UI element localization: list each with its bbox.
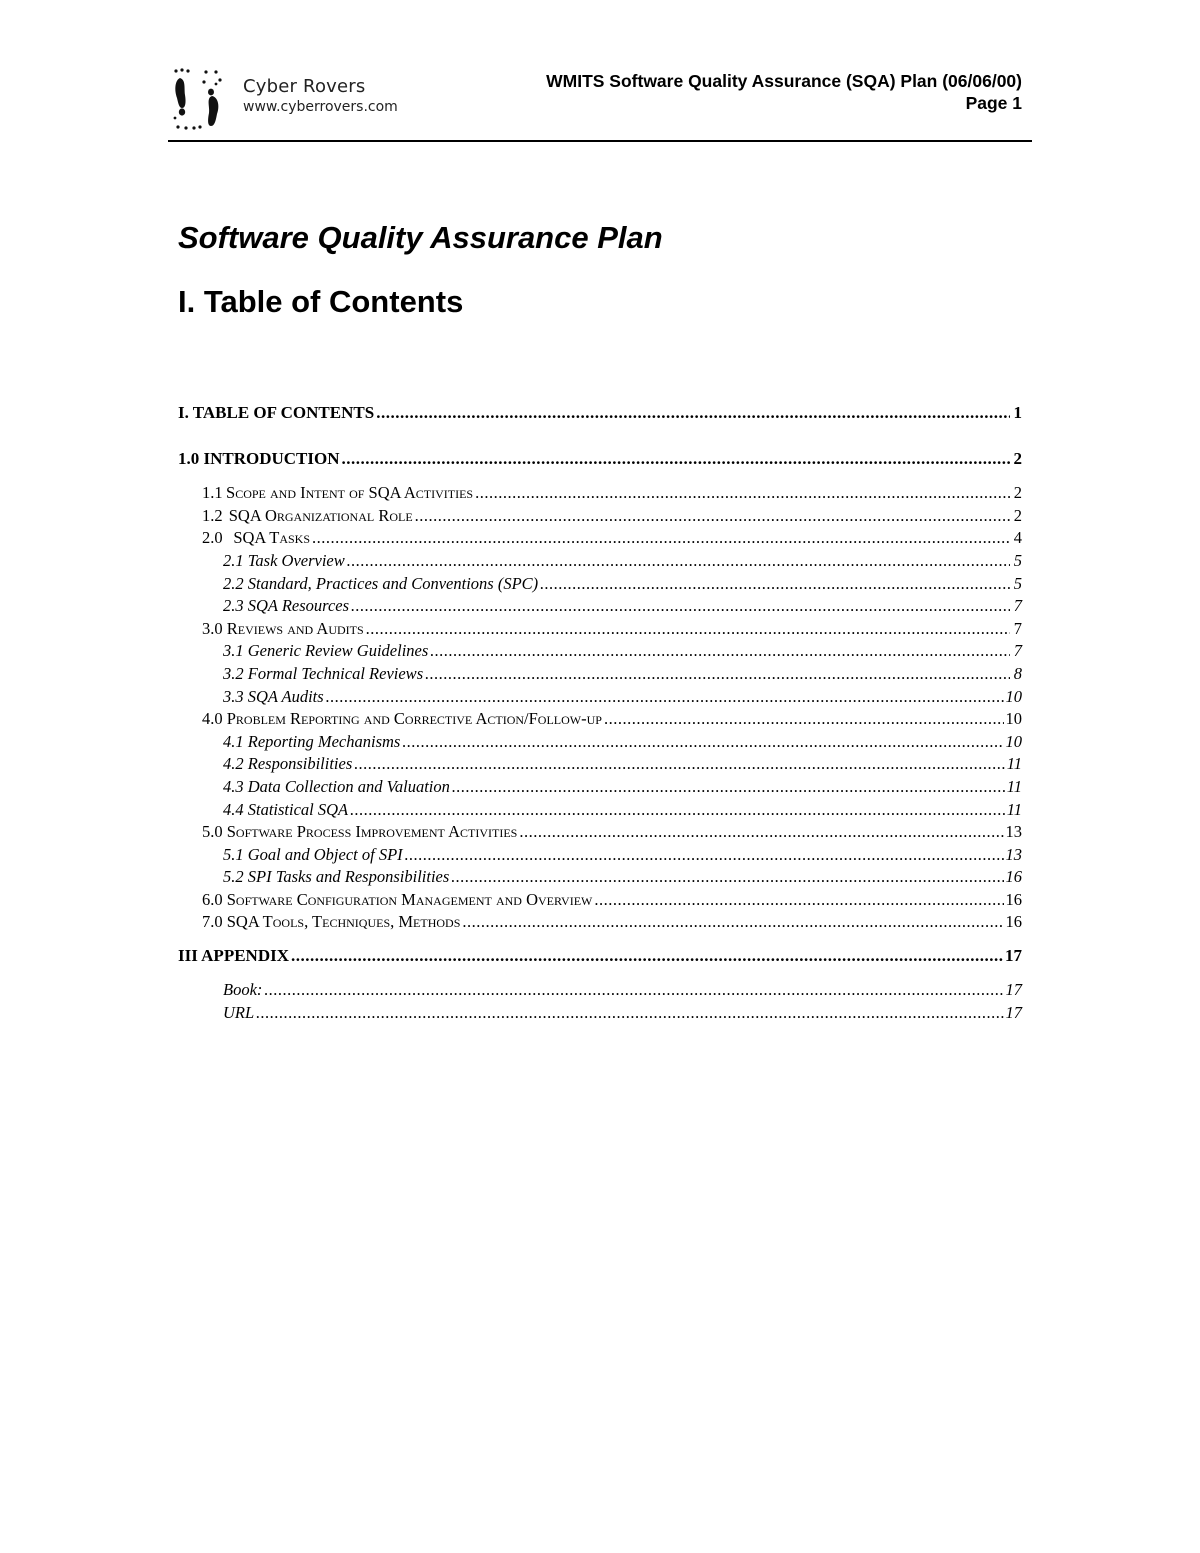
toc-label: 4.1 Reporting Mechanisms bbox=[223, 732, 401, 751]
toc-entry[interactable] bbox=[178, 641, 1022, 661]
toc-page: 17 bbox=[1005, 1003, 1022, 1022]
dot-leader bbox=[326, 687, 1004, 707]
toc-entry[interactable] bbox=[178, 664, 1022, 684]
toc-page: 4 bbox=[1013, 528, 1022, 547]
toc-entry[interactable] bbox=[178, 687, 1022, 707]
toc-entry[interactable] bbox=[178, 596, 1022, 616]
toc-label: SQA Organizational Role bbox=[228, 506, 413, 525]
dot-leader bbox=[425, 664, 1010, 684]
dot-leader bbox=[594, 890, 1003, 910]
toc-entry[interactable] bbox=[178, 551, 1022, 571]
toc-page: 8 bbox=[1013, 664, 1022, 683]
toc-page: 13 bbox=[1005, 822, 1022, 841]
document-title: WMITS Software Quality Assurance (SQA) Plan (06/06/00) bbox=[546, 71, 1022, 91]
toc-label: 5.2 SPI Tasks and Responsibilities bbox=[223, 867, 450, 886]
toc-page: 10 bbox=[1005, 709, 1022, 728]
toc-page: 17 bbox=[1005, 946, 1022, 965]
toc-page: 16 bbox=[1005, 867, 1022, 886]
toc-entry[interactable] bbox=[178, 777, 1022, 797]
toc-label: 4.4 Statistical SQA bbox=[223, 800, 349, 819]
toc-page: 17 bbox=[1005, 980, 1022, 999]
toc-entry[interactable] bbox=[178, 483, 1022, 503]
toc-entry[interactable] bbox=[178, 732, 1022, 752]
toc-page: 7 bbox=[1013, 596, 1022, 615]
toc-label: 2.1 Task Overview bbox=[223, 551, 345, 570]
running-header bbox=[546, 70, 1022, 114]
toc-label: 5.1 Goal and Object of SPI bbox=[223, 845, 403, 864]
brand-block bbox=[243, 76, 398, 115]
toc-label: 3.2 Formal Technical Reviews bbox=[223, 664, 424, 683]
toc-label: III APPENDIX bbox=[178, 946, 289, 965]
toc-page: 7 bbox=[1013, 619, 1022, 638]
page-title: Software Quality Assurance Plan bbox=[178, 220, 663, 255]
dot-leader bbox=[350, 800, 1005, 820]
toc-entry[interactable] bbox=[178, 709, 1022, 729]
toc-entry[interactable] bbox=[178, 867, 1022, 887]
dot-leader bbox=[351, 596, 1010, 616]
dot-leader bbox=[475, 483, 1010, 503]
dot-leader bbox=[415, 506, 1010, 526]
toc-label: 4.3 Data Collection and Valuation bbox=[223, 777, 450, 796]
toc-entry[interactable] bbox=[178, 574, 1022, 594]
dot-leader bbox=[342, 449, 1010, 469]
toc-label: SQA Tasks bbox=[233, 528, 311, 547]
brand-name: Cyber Rovers bbox=[243, 76, 366, 97]
toc-label: 6.0 Software Configuration Management and Overview bbox=[202, 890, 593, 909]
toc-entry[interactable] bbox=[178, 403, 1022, 423]
toc-entry[interactable] bbox=[178, 912, 1022, 932]
toc-label: 3.3 SQA Audits bbox=[223, 687, 324, 706]
toc-label: URL bbox=[223, 1003, 255, 1022]
toc-page: 1 bbox=[1013, 403, 1022, 422]
toc-page: 16 bbox=[1005, 890, 1022, 909]
toc-label: Scope and Intent of SQA Activities bbox=[226, 483, 474, 502]
toc-label: 2.3 SQA Resources bbox=[223, 596, 350, 615]
toc-page: 10 bbox=[1005, 687, 1022, 706]
toc-page: 2 bbox=[1013, 449, 1022, 468]
toc-label: I. TABLE OF CONTENTS bbox=[178, 403, 375, 422]
toc-label: 3.0 Reviews and Audits bbox=[202, 619, 364, 638]
dot-leader bbox=[354, 754, 1004, 774]
footprints-logo-icon bbox=[172, 68, 224, 132]
dot-leader bbox=[291, 946, 1003, 966]
toc-entry[interactable] bbox=[178, 800, 1022, 820]
dot-leader bbox=[376, 403, 1010, 423]
toc-page: 2 bbox=[1013, 506, 1022, 525]
toc-number: 1.1 bbox=[202, 483, 223, 502]
toc-label: 5.0 Software Process Improvement Activities bbox=[202, 822, 518, 841]
dot-leader bbox=[451, 867, 1003, 887]
dot-leader bbox=[256, 1003, 1003, 1023]
toc-entry[interactable] bbox=[178, 528, 1022, 548]
toc-entry[interactable] bbox=[178, 890, 1022, 910]
brand-url: www.cyberrovers.com bbox=[243, 99, 398, 115]
dot-leader bbox=[402, 732, 1003, 752]
toc-label: Book: bbox=[223, 980, 263, 999]
dot-leader bbox=[347, 551, 1010, 571]
toc-page: 16 bbox=[1005, 912, 1022, 931]
page-label: Page 1 bbox=[965, 93, 1022, 113]
toc-page: 11 bbox=[1006, 800, 1022, 819]
toc-heading: I. Table of Contents bbox=[178, 284, 464, 319]
toc-entry[interactable] bbox=[178, 506, 1022, 526]
toc-page: 2 bbox=[1013, 483, 1022, 502]
dot-leader bbox=[452, 777, 1005, 797]
toc-page: 7 bbox=[1013, 641, 1022, 660]
toc-page: 13 bbox=[1005, 845, 1022, 864]
toc-number: 2.0 bbox=[202, 528, 223, 547]
dot-leader bbox=[405, 845, 1004, 865]
toc-entry[interactable] bbox=[178, 754, 1022, 774]
dot-leader bbox=[264, 980, 1003, 1000]
dot-leader bbox=[366, 619, 1010, 639]
toc-label: 1.0 INTRODUCTION bbox=[178, 449, 340, 468]
toc-number: 1.2 bbox=[202, 506, 223, 525]
toc-entry[interactable] bbox=[178, 980, 1022, 1000]
toc-page: 5 bbox=[1013, 551, 1022, 570]
dot-leader bbox=[430, 641, 1010, 661]
toc-label: 3.1 Generic Review Guidelines bbox=[223, 641, 429, 660]
toc-entry[interactable] bbox=[178, 619, 1022, 639]
toc-page: 10 bbox=[1005, 732, 1022, 751]
toc-label: 2.2 Standard, Practices and Conventions (SPC) bbox=[223, 574, 539, 593]
toc-entry[interactable] bbox=[178, 1003, 1022, 1023]
dot-leader bbox=[604, 709, 1004, 729]
dot-leader bbox=[519, 822, 1003, 842]
dot-leader bbox=[540, 574, 1010, 594]
toc-label: 4.0 Problem Reporting and Corrective Action/Follow-up bbox=[202, 709, 602, 728]
toc-label: 7.0 SQA Tools, Techniques, Methods bbox=[202, 912, 461, 931]
toc-page: 11 bbox=[1006, 754, 1022, 773]
header-rule bbox=[168, 140, 1032, 142]
toc-label: 4.2 Responsibilities bbox=[223, 754, 353, 773]
toc-page: 5 bbox=[1013, 574, 1022, 593]
dot-leader bbox=[312, 528, 1010, 548]
toc-entry[interactable] bbox=[178, 946, 1022, 966]
dot-leader bbox=[462, 912, 1003, 932]
toc-page: 11 bbox=[1006, 777, 1022, 796]
toc-entry[interactable] bbox=[178, 845, 1022, 865]
toc-entry[interactable] bbox=[178, 449, 1022, 469]
toc-entry[interactable] bbox=[178, 822, 1022, 842]
